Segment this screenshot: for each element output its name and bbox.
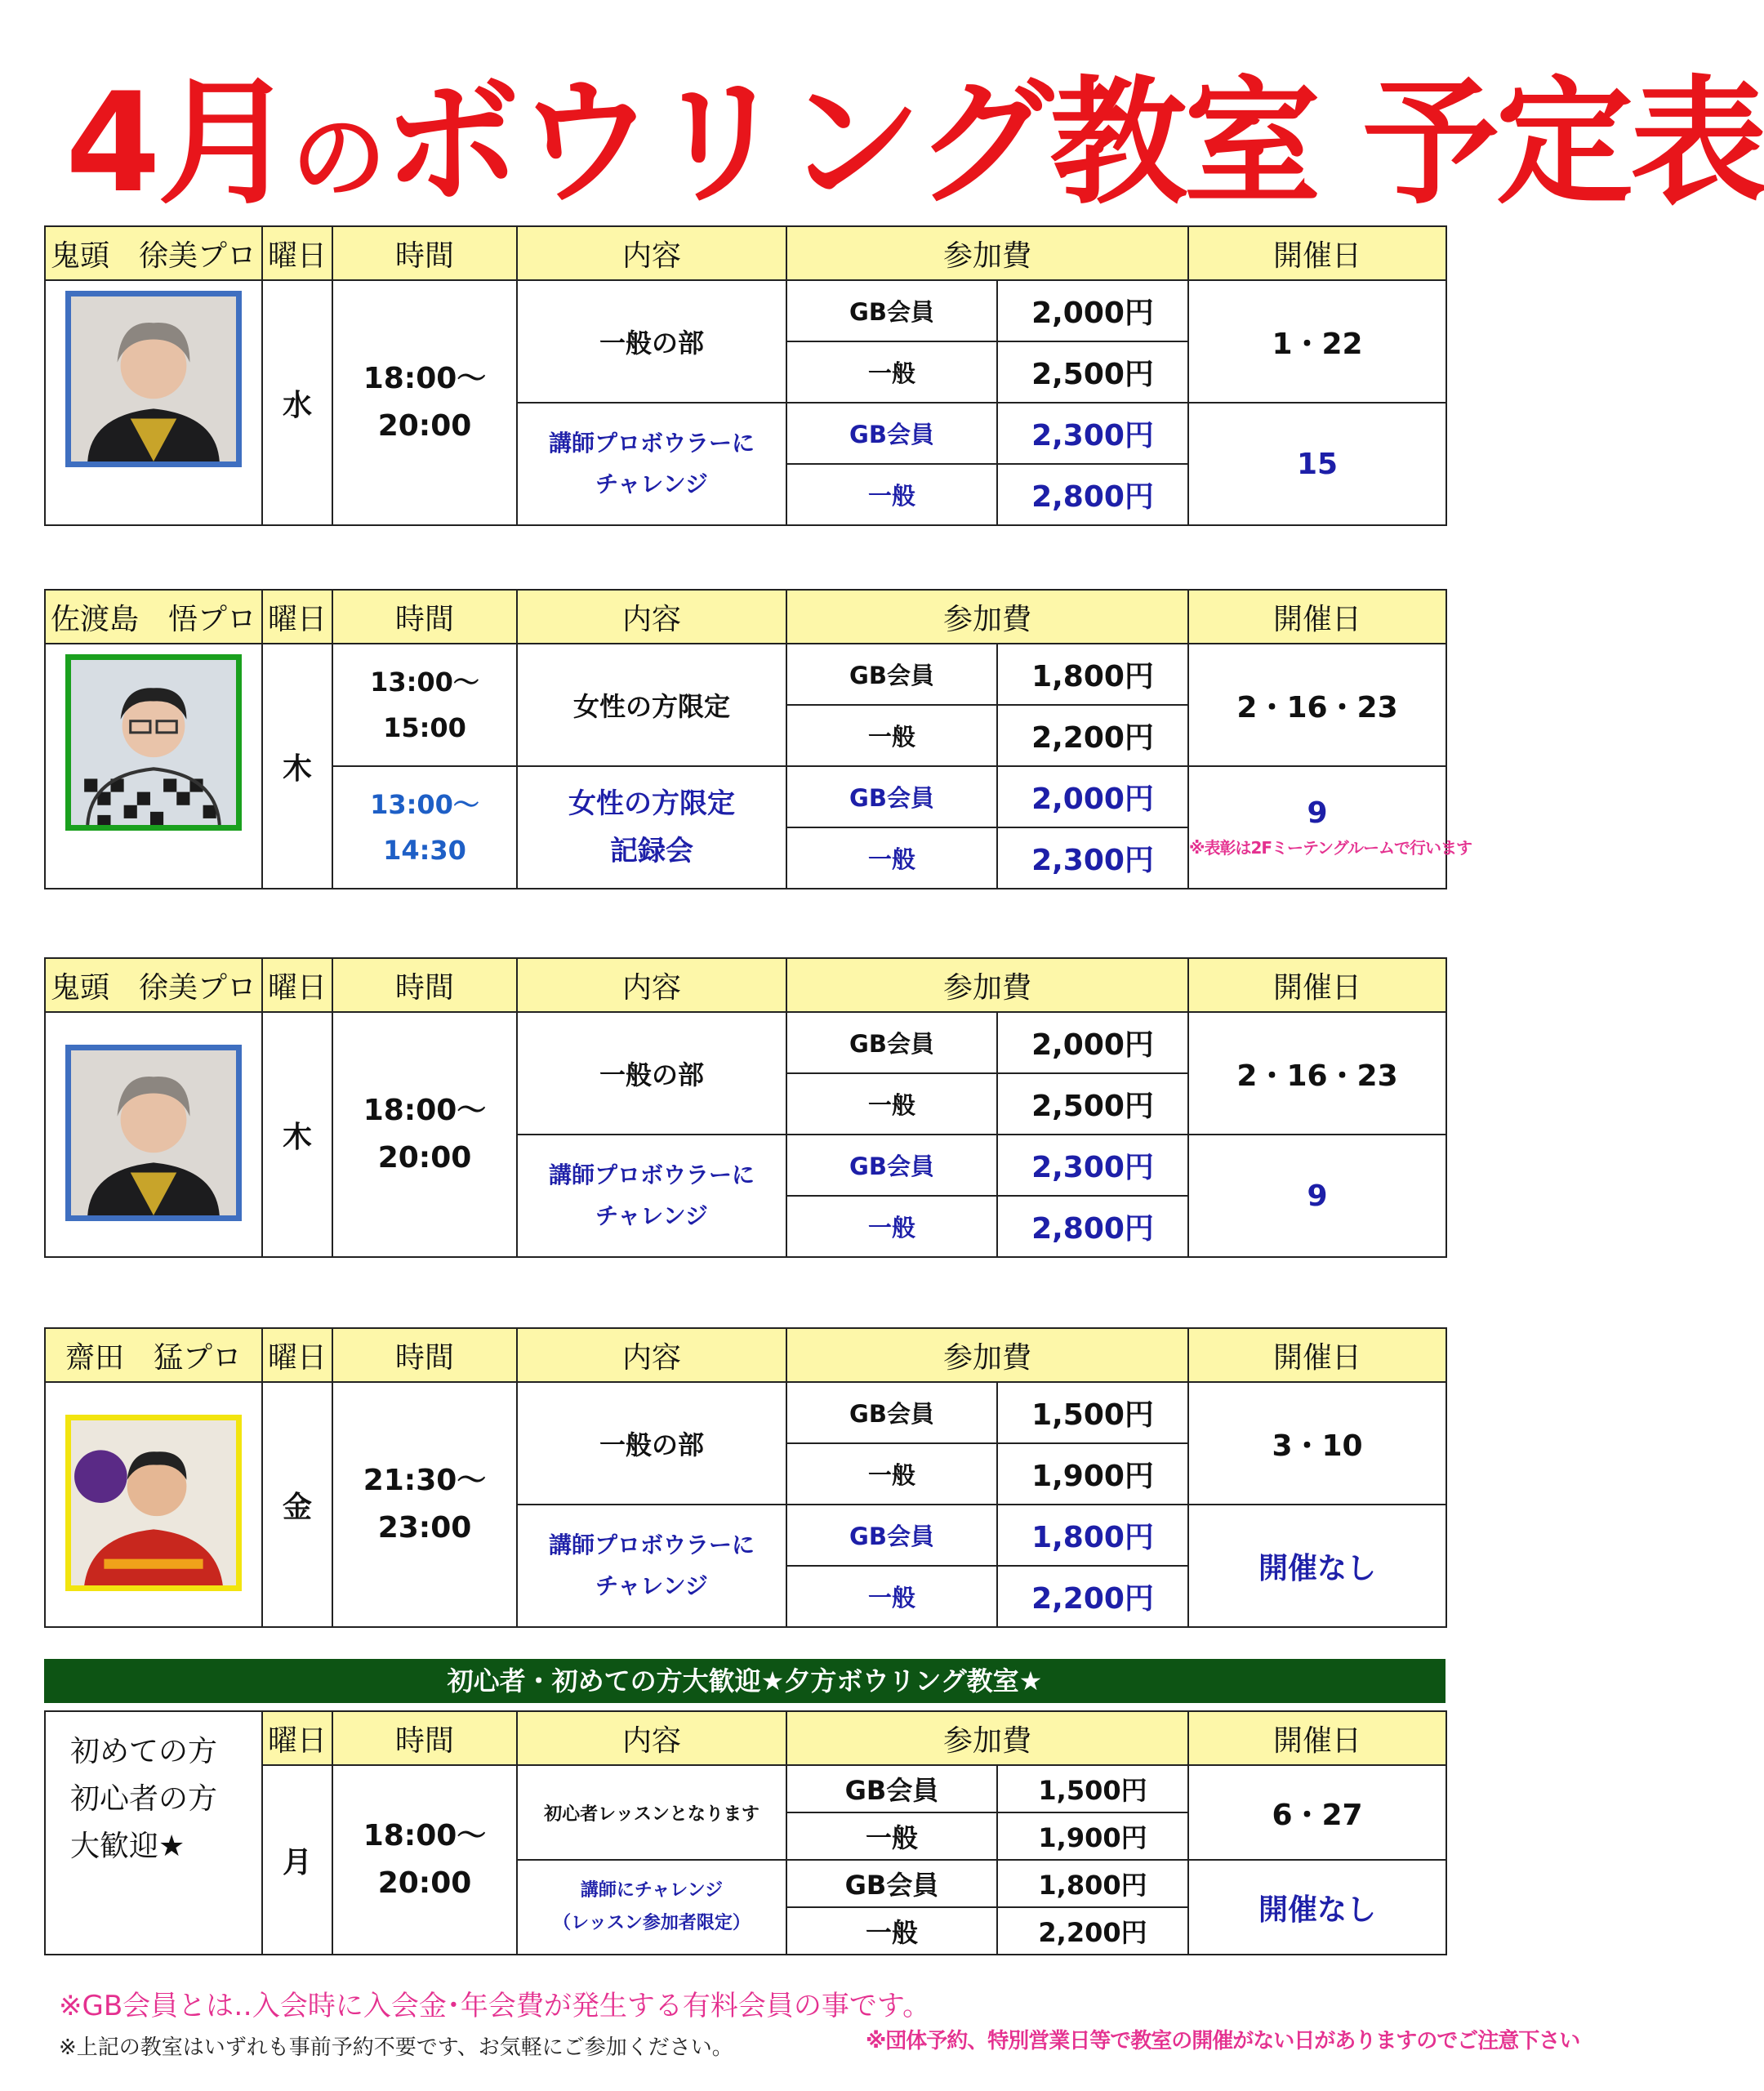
header-time: 時間 (332, 226, 517, 280)
content-line: 講師プロボウラーに (548, 430, 755, 457)
title-schedule: 予定表 (1362, 63, 1764, 223)
fee-price: 2,200円 (997, 1907, 1188, 1955)
fee-category: GB会員 (786, 403, 997, 464)
header-fee: 参加費 (786, 1328, 1188, 1382)
content-line: 女性の方限定 (568, 787, 735, 820)
schedule-table-kito-thu (44, 957, 1447, 1258)
fee-category: GB会員 (786, 644, 997, 705)
header-dates: 開催日 (1188, 958, 1446, 1012)
fee-price: 1,800円 (997, 644, 1188, 705)
fee-price: 2,800円 (997, 464, 1188, 525)
footer-note-caution: ※団体予約、特別営業日等で教室の開催がない日がありますのでご注意下さい (866, 2029, 1580, 2053)
header-dates: 開催日 (1188, 590, 1446, 644)
schedule-table-saita-fri (44, 1327, 1447, 1628)
time-end: 14:30 (383, 835, 466, 866)
fee-price: 1,800円 (997, 1505, 1188, 1566)
content-line: 講師プロボウラーに (548, 1531, 755, 1558)
content-cell: 初心者レッスンとなります (517, 1765, 786, 1860)
content-line: チャレンジ (595, 1572, 708, 1599)
fee-price: 2,800円 (997, 1196, 1188, 1257)
fee-price: 2,000円 (997, 280, 1188, 341)
dates-cell: 6・27 (1188, 1765, 1446, 1860)
header-content: 内容 (517, 590, 786, 644)
title-month: 4月 (65, 63, 292, 223)
fee-price: 2,300円 (997, 403, 1188, 464)
teacher-photo-cell (45, 644, 262, 889)
header-day: 曜日 (262, 1328, 332, 1382)
content-line: 講師にチャレンジ (580, 1880, 724, 1901)
time-cell (332, 644, 517, 766)
time-end: 20:00 (377, 1866, 472, 1900)
teacher-name: 齋田 猛プロ (45, 1328, 262, 1382)
content-cell (517, 403, 786, 525)
day-cell: 水 (262, 280, 332, 525)
content-cell: 一般の部 (517, 1012, 786, 1135)
footer-note-no-reservation: ※上記の教室はいずれも事前予約不要です、お気軽にご参加ください。 (59, 2035, 733, 2060)
fee-category: 一般 (786, 1812, 997, 1860)
beginner-banner: 初心者・初めての方大歓迎★夕方ボウリング教室★ (44, 1659, 1446, 1703)
fee-category: 一般 (786, 827, 997, 889)
time-start: 18:00～ (363, 362, 487, 395)
page-title (65, 63, 1764, 223)
time-cell (332, 1012, 517, 1257)
time-end: 23:00 (377, 1511, 472, 1545)
teacher-photo-cell (45, 1382, 262, 1627)
content-line: チャレンジ (595, 470, 708, 497)
content-cell: 一般の部 (517, 280, 786, 403)
fee-price: 1,900円 (997, 1812, 1188, 1860)
header-content: 内容 (517, 226, 786, 280)
time-start: 13:00～ (370, 667, 479, 698)
content-line: チャレンジ (595, 1202, 708, 1229)
fee-category: 一般 (786, 464, 997, 525)
fee-price: 2,300円 (997, 827, 1188, 889)
header-time: 時間 (332, 590, 517, 644)
dates-value: 9 (1307, 796, 1328, 830)
dates-cell: 2・16・23 (1188, 1012, 1446, 1135)
time-cell (332, 1382, 517, 1627)
header-dates: 開催日 (1188, 226, 1446, 280)
time-start: 18:00～ (363, 1819, 487, 1852)
intro-line: 大歓迎★ (70, 1830, 185, 1863)
fee-category: 一般 (786, 341, 997, 403)
dates-cell: 2・16・23 (1188, 644, 1446, 766)
fee-category: GB会員 (786, 1135, 997, 1196)
fee-price: 2,300円 (997, 1135, 1188, 1196)
fee-category: GB会員 (786, 1860, 997, 1907)
header-fee: 参加費 (786, 590, 1188, 644)
schedule-table-kito-wed (44, 225, 1447, 526)
header-content: 内容 (517, 1711, 786, 1765)
footer-note-gb-member: ※GB会員とは‥入会時に入会金･年会費が発生する有料会員の事です。 (59, 1990, 931, 2022)
content-cell: 一般の部 (517, 1382, 786, 1505)
fee-price: 1,500円 (997, 1765, 1188, 1812)
fee-price: 2,200円 (997, 705, 1188, 766)
time-end: 20:00 (377, 409, 472, 443)
fee-price: 1,500円 (997, 1382, 1188, 1443)
header-dates: 開催日 (1188, 1328, 1446, 1382)
fee-category: GB会員 (786, 766, 997, 827)
teacher-name: 鬼頭 徐美プロ (45, 226, 262, 280)
fee-category: GB会員 (786, 1505, 997, 1566)
time-start: 13:00～ (370, 789, 479, 820)
fee-category: 一般 (786, 705, 997, 766)
teacher-photo (65, 654, 242, 831)
fee-price: 2,000円 (997, 766, 1188, 827)
beginner-intro (45, 1711, 262, 1955)
header-fee: 参加費 (786, 958, 1188, 1012)
time-cell (332, 280, 517, 525)
dates-cell: 15 (1188, 403, 1446, 525)
teacher-photo (65, 291, 242, 467)
day-cell: 木 (262, 1012, 332, 1257)
fee-category: GB会員 (786, 1012, 997, 1073)
header-content: 内容 (517, 1328, 786, 1382)
time-end: 15:00 (383, 712, 466, 743)
teacher-name: 鬼頭 徐美プロ (45, 958, 262, 1012)
content-cell (517, 766, 786, 889)
header-fee: 参加費 (786, 1711, 1188, 1765)
header-day: 曜日 (262, 226, 332, 280)
header-day: 曜日 (262, 958, 332, 1012)
time-start: 18:00～ (363, 1094, 487, 1127)
award-note: ※表彰は2Fミーテングルームで行います (1189, 838, 1472, 858)
time-cell (332, 766, 517, 889)
teacher-photo-cell (45, 280, 262, 525)
fee-category: 一般 (786, 1196, 997, 1257)
fee-price: 1,800円 (997, 1860, 1188, 1907)
title-rest: ボウリング教室 (382, 63, 1318, 223)
schedule-table-sadoshima-thu (44, 589, 1472, 889)
fee-price: 2,200円 (997, 1566, 1188, 1627)
dates-cell: 開催なし (1188, 1860, 1446, 1955)
schedule-table-beginner-mon (44, 1710, 1447, 1955)
header-fee: 参加費 (786, 226, 1188, 280)
dates-cell: 開催なし (1188, 1505, 1446, 1627)
fee-category: GB会員 (786, 1765, 997, 1812)
header-time: 時間 (332, 1711, 517, 1765)
content-line: 記録会 (610, 835, 693, 867)
header-day: 曜日 (262, 590, 332, 644)
day-cell: 木 (262, 644, 332, 889)
day-cell: 金 (262, 1382, 332, 1627)
dates-cell (1188, 766, 1472, 889)
header-time: 時間 (332, 958, 517, 1012)
content-line: 講師プロボウラーに (548, 1161, 755, 1188)
teacher-photo (65, 1415, 242, 1591)
dates-cell: 3・10 (1188, 1382, 1446, 1505)
fee-price: 2,500円 (997, 1073, 1188, 1135)
teacher-name: 佐渡島 悟プロ (45, 590, 262, 644)
fee-category: 一般 (786, 1566, 997, 1627)
time-end: 20:00 (377, 1141, 472, 1175)
content-cell: 女性の方限定 (517, 644, 786, 766)
header-day: 曜日 (262, 1711, 332, 1765)
fee-category: GB会員 (786, 280, 997, 341)
time-cell (332, 1765, 517, 1955)
teacher-photo (65, 1045, 242, 1221)
fee-price: 1,900円 (997, 1443, 1188, 1505)
header-dates: 開催日 (1188, 1711, 1446, 1765)
fee-category: GB会員 (786, 1382, 997, 1443)
title-no: の (291, 103, 383, 213)
content-cell (517, 1860, 786, 1955)
fee-price: 2,000円 (997, 1012, 1188, 1073)
time-start: 21:30～ (363, 1464, 487, 1497)
fee-price: 2,500円 (997, 341, 1188, 403)
fee-category: 一般 (786, 1907, 997, 1955)
dates-cell: 1・22 (1188, 280, 1446, 403)
teacher-photo-cell (45, 1012, 262, 1257)
intro-line: 初めての方 (70, 1735, 218, 1768)
intro-line: 初心者の方 (70, 1782, 218, 1816)
content-cell (517, 1505, 786, 1627)
header-content: 内容 (517, 958, 786, 1012)
header-time: 時間 (332, 1328, 517, 1382)
dates-cell: 9 (1188, 1135, 1446, 1257)
content-line: （レッスン参加者限定） (553, 1913, 751, 1933)
content-cell (517, 1135, 786, 1257)
fee-category: 一般 (786, 1073, 997, 1135)
fee-category: 一般 (786, 1443, 997, 1505)
day-cell: 月 (262, 1765, 332, 1955)
